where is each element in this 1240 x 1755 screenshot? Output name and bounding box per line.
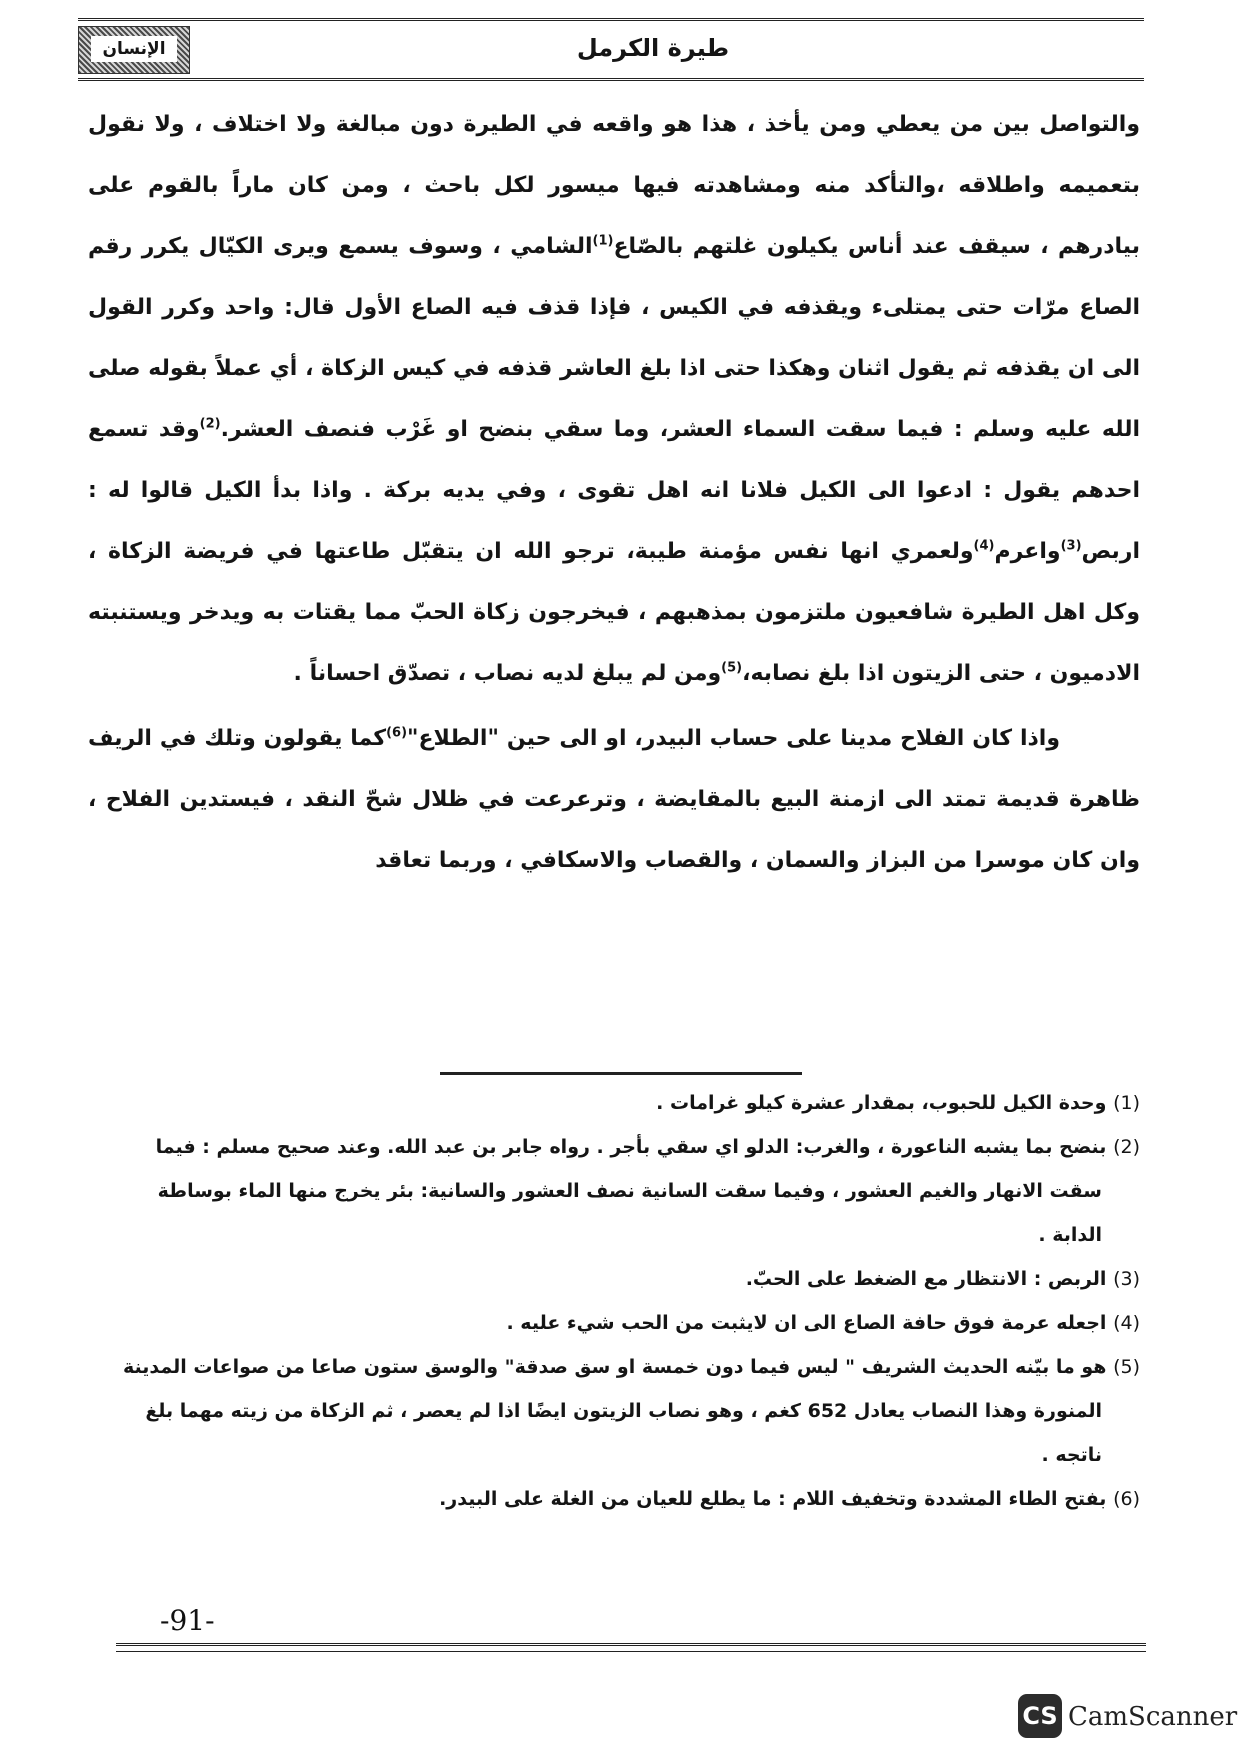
footnote-number: (3) xyxy=(1113,1268,1140,1290)
footnote-1 xyxy=(110,1081,1140,1125)
footnote-text: الربص : الانتظار مع الضغط على الحبّ. xyxy=(745,1268,1107,1290)
footnote-text: بنضح بما يشبه الناعورة ، والغرب: الدلو اي سقي بأجر . رواه جابر بن عبد الله. وعند صحيح مسلم : فيما سقت الانهار والغيم العشور ، وفيما سقت السانية نصف العشور والسانية: بئر يخرج منها الماء بوساطة الدابة . xyxy=(155,1136,1107,1246)
footnote-5 xyxy=(110,1345,1140,1477)
footnotes xyxy=(110,1081,1140,1521)
camscanner-logo-icon: CS xyxy=(1018,1694,1062,1738)
footnote-ref-4: (4) xyxy=(973,538,995,554)
header-ornament-badge xyxy=(78,26,190,74)
footnote-ref-5: (5) xyxy=(721,660,743,676)
p1-text: ومن لم يبلغ لديه نصاب ، تصدّق احساناً . xyxy=(293,661,722,686)
footnote-separator xyxy=(440,1072,802,1075)
footnote-ref-1: (1) xyxy=(592,233,614,249)
footnote-text: هو ما بيّنه الحديث الشريف " ليس فيما دون خمسة او سق صدقة" والوسق ستون صاعا من صواعات المدينة المنورة وهذا النصاب يعادل 652 كغم ، وهو نصاب الزيتون ايضًا اذا لم يعصر ، ثم الزكاة من زيته مهما بلغ ناتجه . xyxy=(123,1356,1107,1466)
p1-text: واعرم xyxy=(994,539,1061,564)
page-header xyxy=(78,16,1144,88)
footnote-ref-6: (6) xyxy=(386,725,408,741)
p1-text: وقد تسمع احدهم يقول : ادعوا الى الكيل فلانا انه اهل تقوى ، وفي يديه بركة . واذا بدأ الكيل قالوا له : اربص xyxy=(88,417,1140,564)
p2-text: واذا كان الفلاح مدينا على حساب البيدر، او الى حين "الطلاع" xyxy=(407,726,1060,751)
paragraph-1 xyxy=(88,94,1140,704)
p1-text: الشامي ، وسوف يسمع ويرى الكيّال يكرر رقم الصاع مرّات حتى يمتلىء ويقذفه في الكيس ، فإذا قذف فيه الصاع الأول قال: واحد وكرر القول الى ان يقذفه ثم يقول اثنان وهكذا حتى اذا بلغ العاشر قذفه في كيس الزكاة ، أي عملاً بقوله صلى الله عليه وسلم : فيما سقت السماء العشر، وما سقي بنضح او غَرْب فنصف العشر. xyxy=(88,234,1141,442)
header-bottom-rule xyxy=(78,78,1144,81)
footnote-6 xyxy=(110,1477,1140,1521)
footer-rule xyxy=(116,1643,1146,1652)
footnote-ref-2: (2) xyxy=(199,416,221,432)
p1-text: والتواصل بين من يعطي ومن يأخذ ، هذا هو واقعه في الطيرة دون مبالغة ولا اختلاف ، ولا نقول بتعميمه واطلاقه ،والتأكد منه ومشاهدته فيها ميسور لكل باحث ، ومن كان ماراً بالقوم على بيادرهم ، سيقف عند أناس يكيلون غلتهم بالصّاع xyxy=(88,112,1140,259)
page-number: -91- xyxy=(160,1604,215,1637)
footnote-ref-3: (3) xyxy=(1060,538,1082,554)
p2-text: كما يقولون وتلك في الريف ظاهرة قديمة تمتد الى ازمنة البيع بالمقايضة ، وترعرعت في ظلال شحّ النقد ، فيستدين الفلاح ، وان كان موسرا من البزاز والسمان ، والقصاب والاسكافي ، وربما تعاقد xyxy=(88,726,1140,873)
main-text xyxy=(88,94,1140,891)
header-top-rule xyxy=(78,18,1144,21)
running-title: طيرة الكرمل xyxy=(548,34,758,62)
footnote-text: اجعله عرمة فوق حافة الصاع الى ان لايثبت من الحب شيء عليه . xyxy=(506,1312,1107,1334)
footnote-text: بفتح الطاء المشددة وتخفيف اللام : ما يطلع للعيان من الغلة على البيدر. xyxy=(439,1488,1107,1510)
paragraph-2 xyxy=(88,708,1140,891)
footnote-number: (6) xyxy=(1113,1488,1140,1510)
p1-text: ولعمري انها نفس مؤمنة طيبة، ترجو الله ان يتقبّل طاعتها في فريضة الزكاة ، وكل اهل الطيرة شافعيون ملتزمون بمذهبهم ، فيخرجون زكاة الحبّ مما يقتات به ويدخر ويستنبته الادميون ، حتى الزيتون اذا بلغ نصابه، xyxy=(88,539,1140,686)
footnote-4 xyxy=(110,1301,1140,1345)
footnote-text: وحدة الكيل للحبوب، بمقدار عشرة كيلو غرامات . xyxy=(656,1092,1107,1114)
footnote-number: (2) xyxy=(1113,1136,1140,1158)
footnote-number: (5) xyxy=(1113,1356,1140,1378)
footnote-3 xyxy=(110,1257,1140,1301)
header-badge-label: الإنسان xyxy=(91,36,177,62)
footnote-number: (4) xyxy=(1113,1312,1140,1334)
camscanner-watermark: CamScanner xyxy=(1068,1702,1238,1732)
footnote-2 xyxy=(110,1125,1140,1257)
footnote-number: (1) xyxy=(1113,1092,1140,1114)
